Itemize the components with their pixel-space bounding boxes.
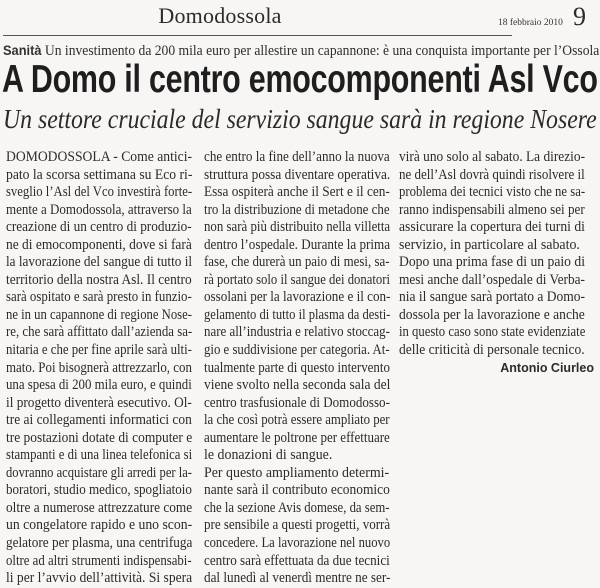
article-line: che la sezione Avis domese, da sem- — [204, 499, 390, 516]
article-line: stampanti e di una linea telefonica si — [6, 447, 193, 464]
article-line: rà portato solo il sangue dei donatori — [204, 271, 390, 288]
article-line: gelamento di tutto il plasma da desti- — [204, 306, 391, 323]
article-line: nante sarà il contributo economico — [204, 482, 390, 499]
publication-date: 18 febbraio 2010 — [498, 18, 563, 28]
article-line: DOMODOSSOLA - Come antici- — [6, 149, 193, 165]
article-line: Per questo ampliamento determi- — [204, 464, 390, 481]
section-title: Domodossola — [158, 3, 282, 28]
article-line: ranno indispensabili almeno sei per — [399, 201, 585, 218]
subheadline: Un settore cruciale del servizio sangue sarà in regione Nosere — [3, 103, 597, 134]
article-line: centro sarà effettuata da due tecnici — [204, 552, 390, 569]
article-line: problema dei tecnici visto che ne sa- — [399, 184, 586, 201]
article-line: la lavorazione del sangue di tutto il — [6, 254, 193, 271]
article-line: boratori, studio medico, spogliatoio — [6, 482, 192, 499]
page-number: 9 — [573, 2, 586, 31]
article-line: Dopo una prima fase di un paio di — [399, 254, 585, 271]
article-line: sarà ospitato e sarà presto in funzio- — [6, 289, 192, 306]
article-line: virà uno solo al sabato. La direzio- — [399, 149, 586, 165]
article-line: delle criticità di personale tecnico. — [399, 342, 585, 359]
article-line: oltre a numerose attrezzature come — [6, 499, 193, 516]
article-line: ne in un capannone di regione Nose- — [6, 306, 192, 323]
article-line: mesi anche dall’ospedale di Verba- — [399, 271, 585, 288]
article-line: viene svolto nella seconda sala del — [204, 377, 391, 394]
article-line: assicurare la copertura dei turni di — [399, 219, 585, 236]
article-line: servizio, in particolare al sabato. — [399, 236, 580, 253]
article-line: che entro la fine dell’anno la nuova — [204, 149, 390, 165]
article-line: re, che sarà affittato dall’azienda sa- — [6, 324, 193, 341]
article-line: in questo caso sono state evidenziate — [399, 324, 586, 341]
article-line: mato. Poi bisognerà attrezzarlo, con — [6, 359, 192, 376]
article-line: tualmente parte di questo intervento — [204, 359, 390, 376]
article-line: tre postazioni dotate di computer e — [6, 429, 193, 446]
article-line: la che così potrà essere ampliato per — [204, 412, 390, 429]
article-line: nare all’industria e relativo stoccag- — [204, 324, 390, 341]
kicker-text: Un investimento da 200 mila euro per allestire un capannone: è una conquista importante per l’Ossola — [41, 43, 600, 59]
article-line: tro la distribuzione di metadone che — [204, 201, 390, 218]
article-line: aumentare le poltrone per effettuare — [204, 429, 390, 446]
article-line: ne di emocomponenti, dove si farà — [6, 236, 192, 253]
article-line: pato la scorsa settimana su Eco ri- — [6, 166, 193, 183]
article-line: dossola per la lavorazione e anche — [399, 306, 585, 323]
article-column-3 — [399, 149, 594, 377]
article-line: creazione di un centro di produzio- — [6, 219, 192, 236]
article-line: dovranno acquistare gli arredi per la- — [6, 464, 192, 481]
headline: A Domo il centro emocomponenti Asl Vco — [2, 58, 598, 101]
article-line: nia il sangue sarà portato a Domo- — [399, 289, 586, 306]
article-line: ossolani per la lavorazione e il con- — [204, 289, 391, 306]
article-line: Essa ospiterà anche il Sert e il cen- — [204, 184, 390, 201]
article-line: sveglio l’Asl del Vco investirà forte- — [6, 184, 193, 201]
article-line: ne dell’Asl dovrà quindi risolvere il — [399, 166, 585, 183]
article-line: gelatore per plasma, una centrifuga — [6, 535, 193, 552]
article-line: centro trasfusionale di Domodosso- — [204, 394, 390, 411]
article-line: il progetto diventerà esecutivo. Ol- — [6, 394, 192, 411]
article-line: un congelatore rapido e uno scon- — [6, 517, 193, 534]
header-rule — [3, 35, 512, 36]
byline: Antonio Ciurleo — [500, 360, 594, 375]
kicker-tag: Sanità — [3, 43, 42, 58]
article-line: concedere. La lavorazione nel nuovo — [204, 535, 391, 552]
article-line: li per l’avvio dell’attività. Si spera — [6, 570, 193, 587]
article-line: fase, che durerà un paio di mesi, sa- — [204, 254, 390, 271]
article-column-2 — [204, 149, 399, 588]
article-line: non sarà più distribuito nella villetta — [204, 219, 391, 236]
article-line: gio e suddivisione per categoria. At- — [204, 342, 390, 359]
article-line: struttura possa diventare operativa. — [204, 166, 391, 183]
article-line: una spesa di 200 mila euro, e quindi — [6, 377, 192, 394]
article-line: dal lunedì al venerdì mentre ne ser- — [204, 570, 391, 587]
article-line: le donazioni di sangue. — [204, 447, 333, 464]
article-line: dentro l’ospedale. Durante la prima — [204, 236, 391, 253]
article-line: pre sensibile a questi progetti, vorrà — [204, 517, 391, 534]
article-line: mente a Domodossola, attraverso la — [6, 201, 192, 218]
article-line: territorio della nostra Asl. Il centro — [6, 271, 192, 288]
article-line: tre ai collegamenti informatici con — [6, 412, 192, 429]
article-column-1 — [6, 149, 201, 588]
article-line: oltre ad altri strumenti indispensabi- — [6, 552, 192, 569]
article-line: nitaria e che per fine aprile sarà ulti- — [6, 342, 192, 359]
